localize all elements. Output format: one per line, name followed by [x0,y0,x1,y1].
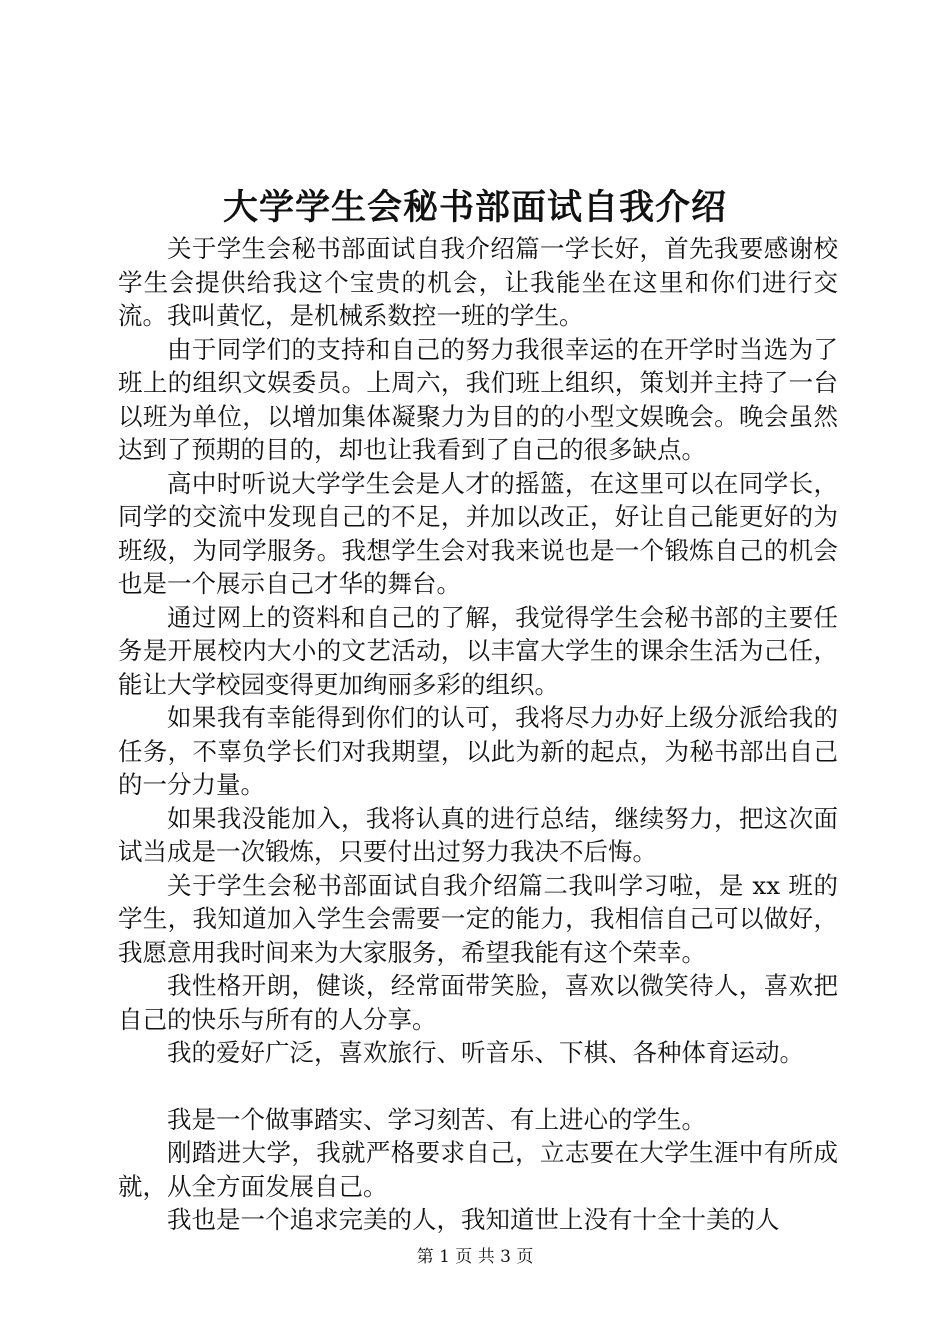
paragraph: 我也是一个追求完美的人，我知道世上没有十全十美的人 [167,1205,780,1234]
document-title: 大学学生会秘书部面试自我介绍 [222,187,727,228]
document-body [118,232,838,1237]
paragraph: 刚踏进大学，我就严格要求自己，立志要在大学生涯中有所成就，从全方面发展自己。 [118,1138,838,1201]
paragraph: 我性格开朗，健谈，经常面带笑脸，喜欢以微笑待人，喜欢把自己的快乐与所有的人分享。 [118,971,838,1034]
paragraph: 我是一个做事踏实、学习刻苦、有上进心的学生。 [167,1104,706,1134]
paragraph: 关于学生会秘书部面试自我介绍篇二我叫学习啦，是 xx 班的学生，我知道加入学生会需要一定的能力，我相信自己可以做好，我愿意用我时间来为大家服务，希望我能有这个荣幸。 [118,870,838,967]
paragraph: 高中时听说大学学生会是人才的摇篮，在这里可以在同学长，同学的交流中发现自己的不足，并加以改正，好让自己能更好的为班级，为同学服务。我想学生会对我来说也是一个锻炼自己的机会也是一个展示自己才华的舞台。 [118,468,838,598]
paragraph: 如果我没能加入，我将认真的进行总结，继续努力，把这次面试当成是一次锻炼，只要付出过努力我决不后悔。 [118,803,838,866]
paragraph: 我的爱好广泛，喜欢旅行、听音乐、下棋、各种体育运动。 [167,1038,804,1067]
paragraph: 如果我有幸能得到你们的认可，我将尽力办好上级分派给我的任务，不辜负学长们对我期望，以此为新的起点，为秘书部出自己的一分力量。 [118,703,838,799]
paragraph: 通过网上的资料和自己的了解，我觉得学生会秘书部的主要任务是开展校内大小的文艺活动，以丰富大学生的课余生活为己任，能让大学校园变得更加绚丽多彩的组织。 [118,602,838,699]
paragraph: 由于同学们的支持和自己的努力我很幸运的在开学时当选为了班上的组织文娱委员。上周六，我们班上组织，策划并主持了一台以班为单位，以增加集体凝聚力为目的的小型文娱晚会。晚会虽然达到了预期的目的，却也让我看到了自己的很多缺点。 [118,334,838,464]
page-number-footer: 第 1 页 共 3 页 [416,1247,534,1267]
paragraph: 关于学生会秘书部面试自我介绍篇一学长好，首先我要感谢校学生会提供给我这个宝贵的机会，让我能坐在这里和你们进行交流。我叫黄忆，是机械系数控一班的学生。 [118,234,838,330]
